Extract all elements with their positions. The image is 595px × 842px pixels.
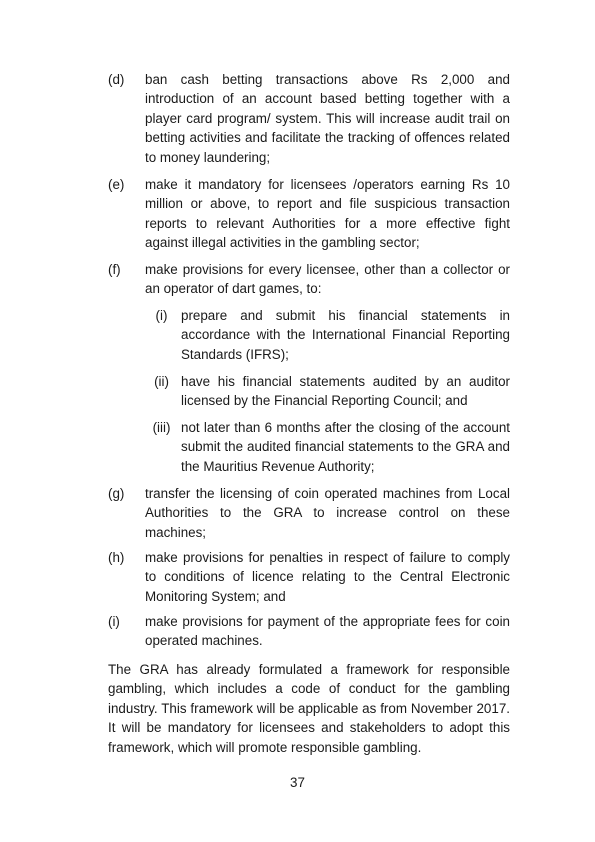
sub-item-iii <box>143 418 510 476</box>
sub-item-text: have his financial statements audited by an auditor licensed by the Financial Reporting Council; and <box>181 374 510 409</box>
page-number: 37 <box>290 775 305 790</box>
sub-item-label: (iii) <box>152 420 171 435</box>
item-text: transfer the licensing of coin operated machines from Local Authorities to the GRA to increase control on these machines; <box>145 486 510 540</box>
body-paragraph: The GRA has already formulated a framework for responsible gambling, which includes a code of conduct for the gambling industry. This framework will be applicable as from November 2017. It will be mandatory for licensees and stakeholders to adopt this framework, which will promote responsible gambling. <box>108 662 510 755</box>
list-item-d <box>108 70 510 167</box>
item-text: make provisions for every licensee, other than a collector or an operator of dart games, to: <box>145 262 510 297</box>
item-label: (i) <box>108 614 120 629</box>
item-label: (e) <box>108 177 125 192</box>
sub-item-i <box>143 306 510 364</box>
item-label: (d) <box>108 72 125 87</box>
sub-item-text: prepare and submit his financial statements in accordance with the International Financial Reporting Standards (IFRS); <box>181 308 510 362</box>
item-label: (g) <box>108 486 125 501</box>
item-label: (f) <box>108 262 121 277</box>
item-label: (h) <box>108 550 125 565</box>
list-item-f <box>108 260 510 299</box>
item-text: make provisions for penalties in respect of failure to comply to conditions of licence relating to the Central Electronic Monitoring System; and <box>145 550 510 604</box>
item-text: ban cash betting transactions above Rs 2,000 and introduction of an account based betting together with a player card program/ system. This will increase audit trail on betting activities and facilitate the tracking of offences related to money laundering; <box>145 72 510 165</box>
item-text: make it mandatory for licensees /operators earning Rs 10 million or above, to report and file suspicious transaction reports to relevant Authorities for a more effective fight against illegal activities in the gambling sector; <box>145 177 510 251</box>
sub-item-ii <box>143 372 510 411</box>
list-item-h <box>108 548 510 606</box>
sub-item-label: (ii) <box>154 374 169 389</box>
sub-item-text: not later than 6 months after the closing of the account submit the audited financial statements to the GRA and the Mauritius Revenue Authority; <box>181 420 510 474</box>
item-text: make provisions for payment of the appropriate fees for coin operated machines. <box>145 614 510 649</box>
list-item-e <box>108 175 510 253</box>
sub-item-label: (i) <box>155 308 168 323</box>
list-item-g <box>108 484 510 542</box>
list-item-i <box>108 612 510 651</box>
